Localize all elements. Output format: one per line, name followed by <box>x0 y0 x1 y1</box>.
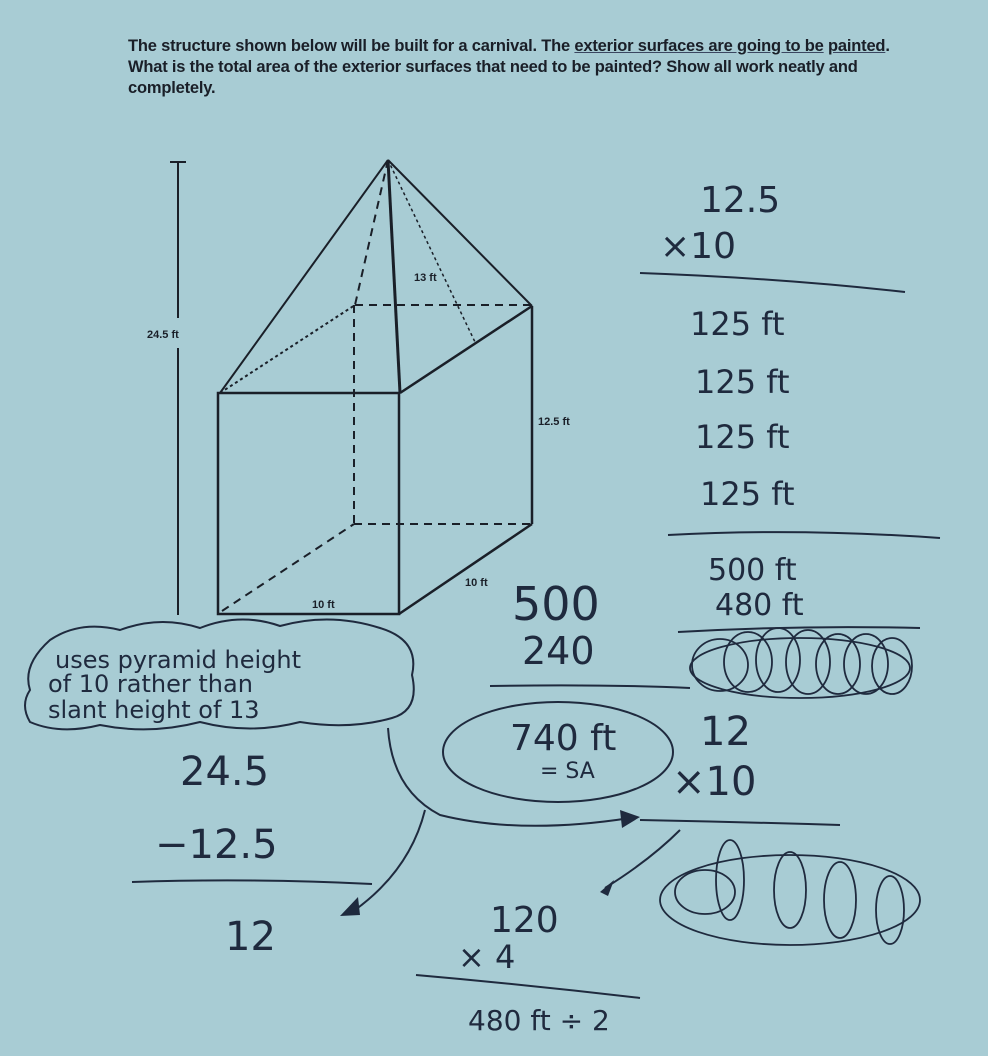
calc2-mult: ×10 <box>672 759 757 805</box>
feedback-line: of 10 rather than <box>48 670 253 698</box>
feedback-line: uses pyramid height <box>55 646 302 674</box>
question-part: The structure shown below will be built for a carnival. The <box>128 37 575 55</box>
calc-12x10 <box>640 709 920 945</box>
sum2-result: 740 ft <box>510 718 617 759</box>
calc3-top: 120 <box>490 900 559 941</box>
calc-sum-740 <box>443 577 690 802</box>
underlined-phrase: painted <box>828 37 886 55</box>
calc-subtraction <box>132 749 372 960</box>
calc1-mult: ×10 <box>660 226 736 267</box>
sum2-label: = SA <box>540 759 595 784</box>
calc3-mult: × 4 <box>458 938 516 976</box>
sub-result: 12 <box>225 914 276 960</box>
height-dimension-line <box>170 162 186 615</box>
sub-minus: −12.5 <box>155 822 278 868</box>
arrow-head <box>600 880 614 896</box>
sum2-line2: 240 <box>522 629 595 673</box>
total-height-label: 24.5 ft <box>147 329 179 341</box>
arrow-head <box>620 810 640 828</box>
calc2-top: 12 <box>700 709 751 755</box>
calc1-result: 125 ft <box>690 305 785 343</box>
area-line: 125 ft <box>700 475 795 513</box>
arrow-head <box>340 897 360 916</box>
base-width-label: 10 ft <box>312 599 335 611</box>
scribbled-answer <box>690 628 912 698</box>
sum1-line1: 500 ft <box>708 553 797 588</box>
calc-125 <box>640 180 940 698</box>
area-line: 125 ft <box>695 363 790 401</box>
calc-120x4 <box>416 900 640 1037</box>
slant-height-label: 13 ft <box>414 272 437 284</box>
feedback-line: slant height of 13 <box>48 696 260 724</box>
prism-height-label: 12.5 ft <box>538 416 570 428</box>
calc1-top: 12.5 <box>700 180 781 221</box>
pyramid-prism-figure <box>218 160 532 614</box>
feedback-cloud <box>25 619 414 729</box>
underlined-phrase: exterior surfaces are going to be <box>574 37 824 55</box>
sub-top: 24.5 <box>180 749 270 795</box>
base-depth-label: 10 ft <box>465 577 488 589</box>
scribbled-answer <box>660 840 920 945</box>
question-part: . What is the total area of the exterior surfaces that need to be painted? Show all work neatly and completely. <box>128 37 890 97</box>
calc3-result: 480 ft ÷ 2 <box>468 1004 610 1037</box>
area-line: 125 ft <box>695 418 790 456</box>
sum1-line2: 480 ft <box>715 588 804 623</box>
sum2-line1: 500 <box>512 577 600 631</box>
